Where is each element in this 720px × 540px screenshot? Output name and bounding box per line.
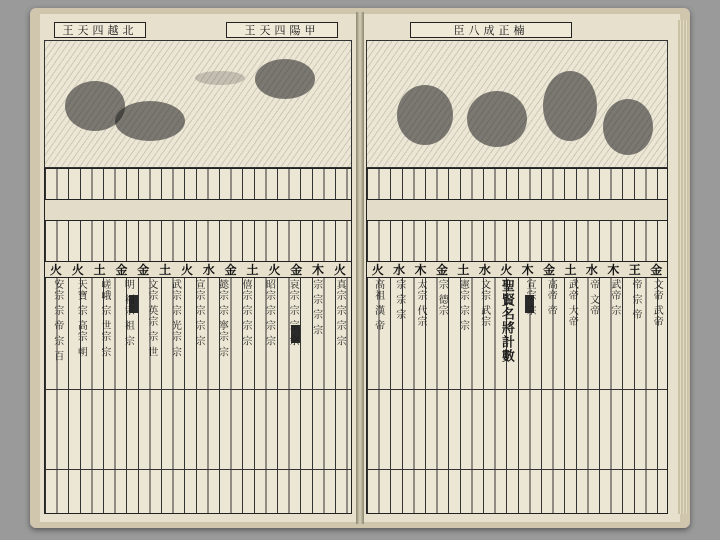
text-column: 嵯峨 宗 世宗 宗 [98, 279, 110, 358]
horse-figure [115, 101, 185, 141]
element-cell: 水 [393, 263, 406, 277]
text-column: 天寶 宗 高宗 朝 [75, 279, 87, 358]
element-cell: 土 [564, 263, 577, 277]
text-column: 帝 宗 帝 [630, 279, 642, 321]
element-cell: 金 [650, 263, 663, 277]
title-box-kai: 王天四陽甲 [226, 22, 338, 38]
text-column: 武宗 宗 光宗 宗 [169, 279, 181, 358]
book [30, 8, 690, 528]
element-cell: 水 [585, 263, 598, 277]
text-column: 宗 德宗 [436, 279, 448, 317]
text-column: 懿宗 宗 寧宗 宗 [216, 279, 228, 358]
element-cell: 金 [435, 263, 448, 277]
element-cell: 火 [268, 263, 281, 277]
text-column: 太宗 代宗 [415, 279, 426, 328]
era-band [45, 199, 351, 221]
element-cell: 土 [457, 263, 470, 277]
book-gutter [356, 12, 364, 524]
left-table [44, 168, 352, 514]
text-column: 宗 宗 宗 [393, 279, 405, 321]
right-illustration [366, 40, 668, 168]
text-column: 帝 文帝 [587, 279, 599, 317]
text-column: 高帝 帝 [545, 279, 557, 317]
element-cell: 金 [137, 263, 150, 277]
element-cell: 木 [414, 263, 427, 277]
element-cell: 土 [93, 263, 106, 277]
text-column: 明 福宗 祖 宗 [122, 279, 134, 347]
warrior-group [255, 59, 315, 99]
samurai-figure [543, 71, 597, 141]
element-cell: 火 [371, 263, 384, 277]
text-column: 哀宗 宗 宗 宗 [287, 279, 299, 347]
element-cell: 金 [115, 263, 128, 277]
element-row-left [45, 261, 351, 278]
text-column: 文帝 武帝 [651, 279, 663, 328]
center-label: 聖賢名將計數 [498, 279, 514, 363]
element-cell: 金 [224, 263, 237, 277]
text-column: 文宗 英宗 宗 世 [145, 279, 157, 358]
element-cell: 木 [607, 263, 620, 277]
element-row-right [367, 261, 667, 278]
text-column: 宗 宗 宗 宗 [310, 279, 322, 336]
left-columns [45, 279, 351, 513]
right-table [366, 168, 668, 514]
text-column: 僖宗 宗 宗 宗 [240, 279, 252, 347]
era-band [367, 199, 667, 221]
right-columns [367, 279, 667, 513]
element-cell: 火 [500, 263, 513, 277]
left-illustration [44, 40, 352, 168]
element-cell: 土 [246, 263, 259, 277]
cloud-streak [195, 71, 245, 85]
samurai-figure [467, 91, 527, 147]
title-box-kusunoki: 臣八成正楠 [410, 22, 572, 38]
element-cell: 火 [49, 263, 62, 277]
element-cell: 水 [478, 263, 491, 277]
text-column: 武帝 宗 [608, 279, 620, 317]
samurai-figure [603, 99, 653, 155]
text-column: 昭宗 宗 宗 宗 [263, 279, 275, 347]
element-cell: 水 [202, 263, 215, 277]
element-cell: 木 [312, 263, 325, 277]
samurai-figure [397, 85, 453, 145]
text-column: 憲宗 宗 宗 [457, 279, 469, 332]
element-cell: 土 [159, 263, 172, 277]
text-column: 真宗 宗 宗 宗 [334, 279, 346, 347]
page-edges [678, 20, 688, 514]
text-column: 武帝 大帝 [566, 279, 578, 328]
text-column: 宣宗 宗 [524, 279, 536, 317]
element-cell: 火 [71, 263, 84, 277]
element-cell: 王 [628, 263, 641, 277]
text-column: 高祖 漢 帝 [372, 279, 384, 332]
text-column: 安宗 宗 帝 宗 百 [51, 279, 63, 362]
title-box-north: 王天四越北 [54, 22, 146, 38]
element-cell: 火 [333, 263, 346, 277]
element-cell: 火 [180, 263, 193, 277]
element-cell: 金 [543, 263, 556, 277]
text-column: 文宗 武宗 [478, 279, 490, 328]
text-column: 宣宗 宗 宗 宗 [192, 279, 204, 347]
element-cell: 金 [290, 263, 303, 277]
element-cell: 木 [521, 263, 534, 277]
